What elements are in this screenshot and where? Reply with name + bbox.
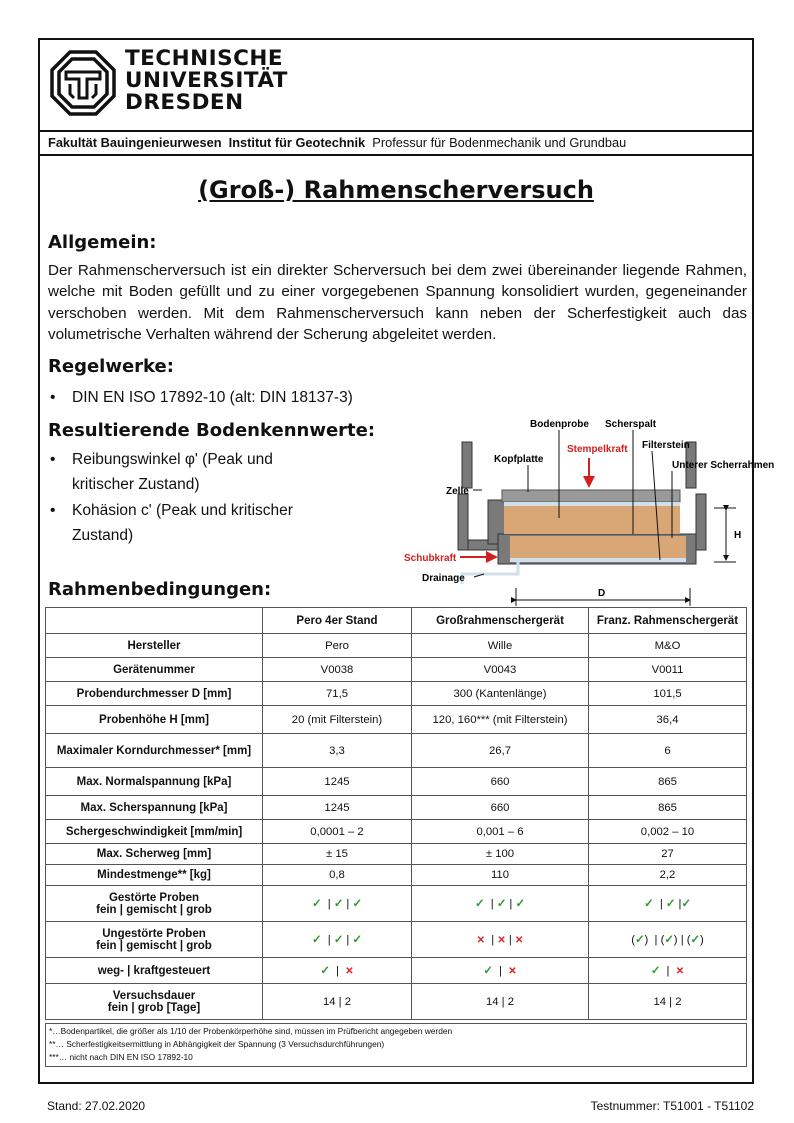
row-label: Gerätenummer [46, 658, 263, 682]
footnote: ***… nicht nach DIN EN ISO 17892-10 [49, 1052, 193, 1062]
cross-icon: ✕ [345, 966, 354, 977]
list-item: • DIN EN ISO 17892-10 (alt: DIN 18137-3) [48, 385, 353, 410]
standards-heading: Regelwerke: [48, 356, 174, 377]
cross-icon: ✕ [508, 966, 517, 977]
table-cell: 2,2 [589, 865, 747, 886]
label-d: D [598, 588, 606, 599]
cell-wall-right [696, 494, 706, 550]
table-cell: 660 [412, 796, 589, 820]
footnotes [45, 1023, 747, 1067]
faculty-bar [40, 130, 752, 156]
row-label-line: fein | gemischt | grob [96, 903, 212, 916]
row-label [46, 886, 263, 922]
table-cell: 0,8 [263, 865, 412, 886]
column-header: Pero 4er Stand [263, 608, 412, 634]
soil-upper-shape [504, 506, 680, 534]
cross-icon: ✕ [675, 966, 685, 977]
table-cell: 27 [589, 844, 747, 865]
table-row [46, 844, 747, 865]
table-cell: 300 (Kantenlänge) [412, 682, 589, 706]
table-cell: ✓ | ✓ | ✓ [263, 886, 412, 922]
table-row [46, 768, 747, 796]
check-icon: ✓ [664, 934, 674, 946]
label-zelle: Zelle [446, 486, 469, 497]
footer-test-number: Testnummer: T51001 - T51102 [590, 1099, 754, 1113]
row-label: Schergeschwindigkeit [mm/min] [46, 820, 263, 844]
table-cell: 120, 160*** (mit Filterstein) [412, 706, 589, 734]
filter-stone-top [504, 502, 680, 506]
table-cell: 6 [589, 734, 747, 768]
column-header: Franz. Rahmenschergerät [589, 608, 747, 634]
check-icon: ✓ [634, 934, 645, 946]
label-filterstein: Filterstein [642, 440, 690, 451]
check-icon: ✓ [333, 934, 344, 946]
page-title: (Groß-) Rahmenscherversuch [198, 176, 594, 204]
check-icon: ✓ [352, 934, 362, 946]
check-icon: ✓ [665, 898, 676, 910]
tu-dresden-logo-icon [50, 50, 116, 116]
university-line: DRESDEN [125, 90, 244, 115]
row-label-line: Ungestörte Proben [102, 927, 206, 940]
column-header: Großrahmenschergerät [412, 608, 589, 634]
table-header-row [46, 608, 747, 634]
table-row [46, 734, 747, 768]
row-label: Probendurchmesser D [mm] [46, 682, 263, 706]
row-label-line: fein | gemischt | grob [96, 939, 212, 952]
table-cell: Wille [412, 634, 589, 658]
check-icon: ✓ [650, 965, 661, 977]
check-icon: ✓ [333, 898, 344, 910]
label-schubkraft: Schubkraft [404, 553, 457, 564]
table-cell: V0038 [263, 658, 412, 682]
table-cell: 14 | 2 [412, 984, 589, 1020]
head-plate-shape [502, 490, 680, 502]
footnote: **… Scherfestigkeitsermittlung in Abhängigkeit der Spannung (3 Versuchsdurchführungen) [49, 1039, 385, 1049]
label-drainage: Drainage [422, 573, 465, 584]
label-unterer: Unterer Scherrahmen [672, 460, 775, 471]
check-icon: ✓ [483, 965, 493, 977]
check-icon: ✓ [312, 898, 322, 910]
conditions-heading: Rahmenbedingungen: [48, 579, 272, 600]
label-scherspalt: Scherspalt [605, 419, 657, 430]
table-cell: 36,4 [589, 706, 747, 734]
table-row [46, 984, 747, 1020]
check-icon: ✓ [644, 898, 654, 910]
table-cell: ✓ | ✓ | ✓ [412, 886, 589, 922]
row-label-line: fein | grob [Tage] [107, 1001, 201, 1014]
table-row [46, 958, 747, 984]
table-cell: 26,7 [412, 734, 589, 768]
row-label-line: Versuchsdauer [112, 989, 196, 1002]
label-h: H [734, 530, 742, 541]
table-row [46, 922, 747, 958]
table-cell: ✓ | ✓ |✓ [589, 886, 747, 922]
table-cell: V0011 [589, 658, 747, 682]
row-label: Probenhöhe H [mm] [46, 706, 263, 734]
table-cell: 0,002 – 10 [589, 820, 747, 844]
table-row [46, 682, 747, 706]
general-text: Der Rahmenscherversuch ist ein direkter Scherversuch bei dem zwei übereinander liegende Rahmen, welche mit Boden gefüllt und zu einer vorgegebenen Spannung konsolidiert wurden, gegeneinander verschoben werden. Mit dem Rahmenscherversuch kann neben der Scherfestigkeit auch das volumetrische Verhalten während der Scherung abgeleitet werden. [48, 262, 747, 343]
table-row [46, 706, 747, 734]
label-kopfplatte: Kopfplatte [494, 454, 544, 465]
check-icon: ✓ [690, 934, 701, 946]
table-cell: ± 15 [263, 844, 412, 865]
table-row [46, 865, 747, 886]
table-cell: V0043 [412, 658, 589, 682]
table-row [46, 796, 747, 820]
drainage-line [462, 562, 518, 584]
row-label-line: Gestörte Proben [108, 891, 200, 904]
table-cell: ✓ | ✕ [589, 958, 747, 984]
row-label: Maximaler Korndurchmesser* [mm] [46, 734, 263, 768]
university-line: UNIVERSITÄT [125, 68, 288, 93]
check-icon: ✓ [320, 965, 330, 977]
table-cell: ± 100 [412, 844, 589, 865]
footer-date: Stand: 27.02.2020 [47, 1099, 146, 1113]
table-cell: ✕ | ✕ | ✕ [412, 922, 589, 958]
conditions-table [45, 607, 747, 1020]
table-cell: 660 [412, 768, 589, 796]
row-label: Hersteller [46, 634, 263, 658]
label-stempelkraft: Stempelkraft [567, 444, 628, 455]
row-label: Max. Normalspannung [kPa] [46, 768, 263, 796]
table-cell: 865 [589, 796, 747, 820]
standards-list [48, 385, 353, 410]
cross-icon: ✕ [497, 934, 506, 946]
general-heading: Allgemein: [48, 232, 157, 253]
header-logo-area [40, 40, 752, 132]
table-cell: ✓ | ✓ | ✓ [263, 922, 412, 958]
table-cell: M&O [589, 634, 747, 658]
check-icon: ✓ [496, 898, 507, 910]
faculty-name: Fakultät Bauingenieurwesen [48, 135, 222, 150]
table-row [46, 886, 747, 922]
row-label [46, 922, 263, 958]
row-label: Max. Scherweg [mm] [46, 844, 263, 865]
check-icon: ✓ [681, 898, 691, 910]
table-cell: 20 (mit Filterstein) [263, 706, 412, 734]
check-icon: ✓ [352, 898, 362, 910]
table-cell: ✓ | ✕ [263, 958, 412, 984]
table-cell: 865 [589, 768, 747, 796]
cell-wall-left-upper [462, 442, 472, 488]
table-cell: Pero [263, 634, 412, 658]
table-cell: 71,5 [263, 682, 412, 706]
university-name [125, 48, 288, 114]
label-bodenprobe: Bodenprobe [530, 419, 589, 430]
row-label [46, 984, 263, 1020]
cross-icon: ✕ [514, 934, 524, 946]
check-icon: ✓ [312, 934, 322, 946]
table-cell: 0,0001 – 2 [263, 820, 412, 844]
row-label: Max. Scherspannung [kPa] [46, 796, 263, 820]
table-cell: 1245 [263, 796, 412, 820]
cross-icon: ✕ [476, 934, 486, 946]
parameters-list [48, 447, 293, 548]
table-cell: 3,3 [263, 734, 412, 768]
check-icon: ✓ [475, 898, 485, 910]
table-cell: 14 | 2 [263, 984, 412, 1020]
table-row [46, 658, 747, 682]
header-empty-cell [46, 608, 263, 634]
table-row [46, 820, 747, 844]
table-row [46, 634, 747, 658]
chair-name: Professur für Bodenmechanik und Grundbau [372, 135, 627, 150]
table-cell: 101,5 [589, 682, 747, 706]
row-label: Mindestmenge** [kg] [46, 865, 263, 886]
check-icon: ✓ [515, 898, 525, 910]
list-item: • Reibungswinkel φ' (Peak und kritischer Zustand) [48, 447, 293, 497]
list-item: • Kohäsion c' (Peak und kritischer Zustand) [48, 498, 293, 548]
row-label: weg- | kraftgesteuert [46, 958, 263, 984]
table-cell: 14 | 2 [589, 984, 747, 1020]
institute-name: Institut für Geotechnik [228, 135, 366, 150]
table-cell: 110 [412, 865, 589, 886]
parameters-heading: Resultierende Bodenkennwerte: [48, 420, 376, 441]
cell-wall-left [458, 494, 468, 550]
table-cell: 0,001 – 6 [412, 820, 589, 844]
table-cell: ✓ | ✕ [412, 958, 589, 984]
university-line: TECHNISCHE [125, 46, 284, 71]
table-cell: 1245 [263, 768, 412, 796]
footnote: *…Bodenpartikel, die größer als 1/10 der Probenkörperhöhe sind, müssen im Prüfbericht angegeben werden [49, 1026, 453, 1036]
page-frame [38, 38, 775, 1084]
shear-box-diagram [350, 374, 775, 606]
table-cell: (✓) | (✓) | (✓) [589, 922, 747, 958]
